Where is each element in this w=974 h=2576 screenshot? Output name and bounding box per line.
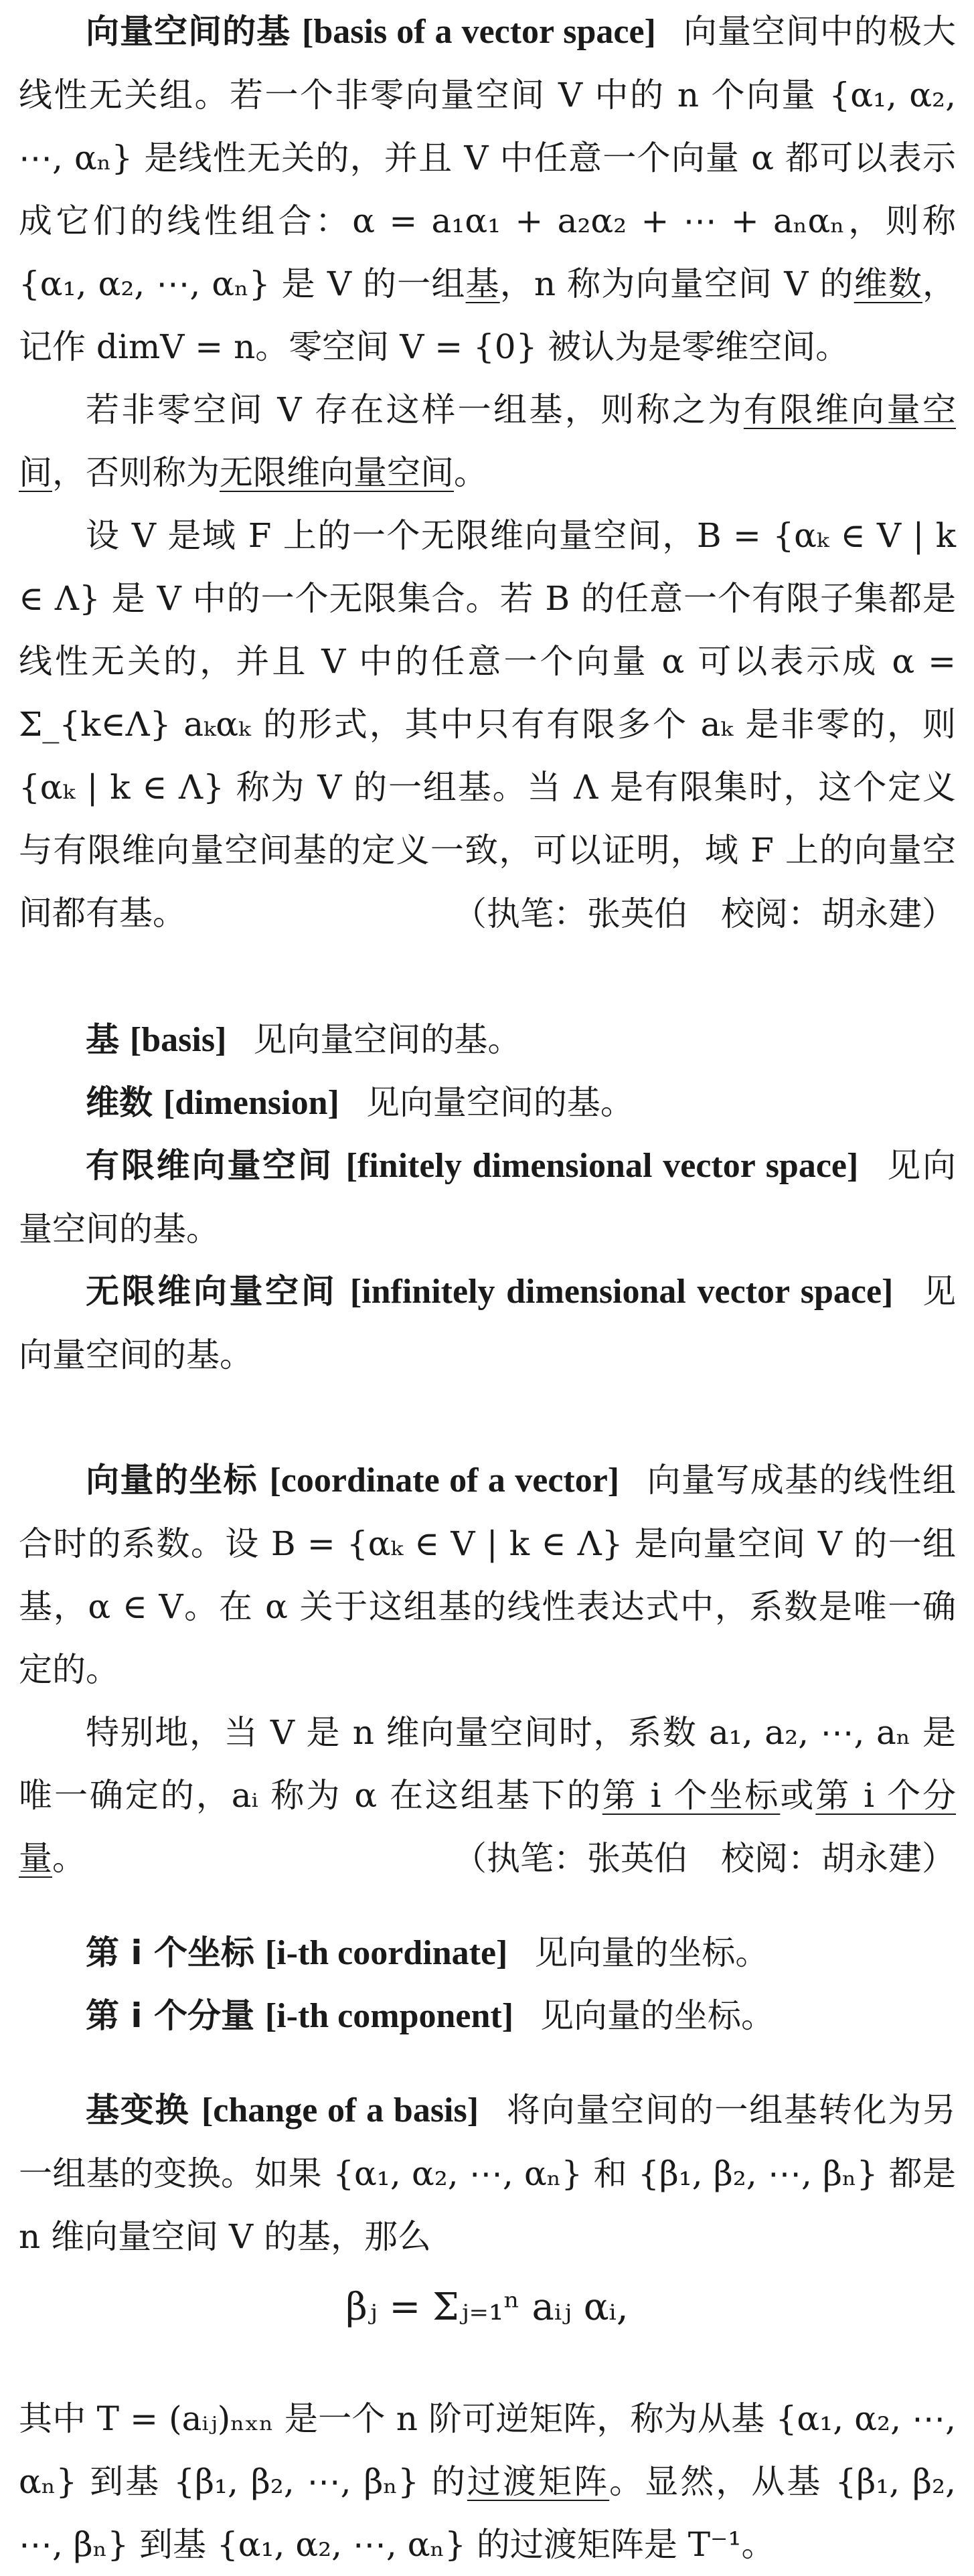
entry-coordinate-paragraph-1 <box>19 1449 956 1701</box>
term-infinite-dim-underlined: 无限维向量空间 <box>220 453 454 492</box>
entry-headword: 向量空间的基 <box>86 12 291 51</box>
crossref-text: 见向量的坐标。 <box>534 1933 769 1972</box>
entry-basis-paragraph-2 <box>19 378 956 504</box>
term-dimension-underlined: 维数 <box>854 264 923 303</box>
crossref-entry-coordinate <box>19 1921 956 1985</box>
entry-definition-text-3: ，记作 dimV = n。零空间 V = {0} 被认为是零维空间。 <box>19 264 957 366</box>
paragraph-text: 特别地，当 V 是 n 维向量空间时，系数 a₁, a₂, ⋯, aₙ 是唯一确定的，aᵢ 称为 α 在这组基下的 <box>19 1713 956 1815</box>
entry-english-term: [change of a basis] <box>201 2091 479 2129</box>
crossref-english-term: [finitely dimensional vector space] <box>345 1147 859 1185</box>
author-signature: （执笔：张英伯 校阅：胡永建） <box>453 1839 955 1878</box>
paragraph-text: 设 V 是域 F 上的一个无限维向量空间，B = {αₖ ∈ V | k ∈ Λ} 是 V 中的一个无限集合。若 B 的任意一个有限子集都是线性无关的，并且 V 中的任意一个向量 α 可以表示成 α = Σ_{k∈Λ} aₖαₖ 的形式，其中只有有限多个 aₖ 是非零的，则 {αₖ | k ∈ Λ} 称为 V 的一组基。当 Λ 是有限集时，这个定义与有限维向量空间基的定义一致，可以证明，域 F 上的向量空间都有基。 <box>19 516 956 933</box>
entry-english-term: [coordinate of a vector] <box>269 1461 620 1500</box>
term-coordinate-underlined: 第 i 个坐标 <box>602 1776 781 1815</box>
term-component-underlined: 第 i 个分量 <box>19 1776 956 1878</box>
term-transition-matrix-underlined: 过渡矩阵 <box>467 2462 610 2501</box>
crossref-headword: 有限维向量空间 <box>86 1146 333 1185</box>
crossref-english-term: [i-th coordinate] <box>264 1934 508 1972</box>
paragraph-text: 或 <box>780 1776 816 1815</box>
crossref-english-term: [dimension] <box>163 1084 339 1122</box>
crossref-english-term: [i-th component] <box>264 1997 514 2035</box>
crossref-entry-basis <box>19 1008 956 1072</box>
display-equation: βⱼ = Σⱼ₌₁ⁿ aᵢⱼ αᵢ, <box>345 2285 629 2329</box>
crossref-english-term: [infinitely dimensional vector space] <box>349 1273 894 1311</box>
crossref-headword: 维数 <box>86 1083 153 1122</box>
crossref-text: 见向量空间的基。 <box>19 1272 956 1374</box>
author-signature: （执笔：张英伯 校阅：胡永建） <box>453 894 955 933</box>
paragraph-text: 。 <box>454 453 487 492</box>
entry-definition-text-2: ，n 称为向量空间 V 的 <box>499 264 854 303</box>
crossref-entry-component <box>19 1984 956 2048</box>
entry-change-of-basis-paragraph-1 <box>19 2079 956 2268</box>
crossref-text: 见向量空间的基。 <box>253 1020 521 1059</box>
term-finite-dim-underlined: 有限维向量空间 <box>19 390 956 492</box>
crossref-entry-dimension <box>19 1071 956 1135</box>
paragraph-text: ，否则称为 <box>52 453 220 492</box>
paragraph-text: 。 <box>52 1839 86 1878</box>
entry-definition-text: 向量写成基的线性组合时的系数。设 B = {αₖ ∈ V | k ∈ Λ} 是向量空间 V 的一组基，α ∈ V。在 α 关于这组基的线性表达式中，系数是唯一确定的。 <box>19 1461 956 1689</box>
crossref-entry-infinite-dim <box>19 1260 956 1386</box>
entry-basis-paragraph-3 <box>19 504 956 945</box>
entry-headword: 基变换 <box>86 2091 190 2129</box>
crossref-headword: 基 <box>86 1020 119 1059</box>
crossref-headword: 第 i 个坐标 <box>86 1933 254 1972</box>
entry-change-of-basis-paragraph-2 <box>19 2387 956 2576</box>
entry-english-term: [basis of a vector space] <box>302 13 656 51</box>
paragraph-text: 若非零空间 V 存在这样一组基，则称之为 <box>86 390 744 429</box>
crossref-english-term: [basis] <box>129 1021 227 1059</box>
entry-definition-text: 将向量空间的一组基转化为另一组基的变换。如果 {α₁, α₂, ⋯, αₙ} 和 {β₁, β₂, ⋯, βₙ} 都是 n 维向量空间 V 的基，那么 <box>19 2091 957 2256</box>
entry-basis-paragraph-1 <box>19 0 956 378</box>
crossref-text: 见向量的坐标。 <box>540 1996 775 2035</box>
entry-definition-text: 向量空间中的极大线性无关组。若一个非零向量空间 V 中的 n 个向量 {α₁, α₂, ⋯, αₙ} 是线性无关的，并且 V 中任意一个向量 α 都可以表示成它们的线性组合：α = a₁α₁ + a₂α₂ + ⋯ + aₙαₙ，则称 {α₁, α₂, ⋯, αₙ} 是 V 的一组 <box>19 12 957 303</box>
entry-headword: 向量的坐标 <box>86 1461 258 1500</box>
crossref-text: 见向量空间的基。 <box>366 1083 634 1122</box>
term-basis-underlined: 基 <box>465 264 500 303</box>
paragraph-text: 。显然，从基 {β₁, β₂, ⋯, βₙ} 到基 {α₁, α₂, ⋯, αₙ} 的过渡矩阵是 T⁻¹。 <box>19 2462 956 2564</box>
crossref-entry-finite-dim <box>19 1134 956 1261</box>
paragraph-text: 其中 T = (aᵢⱼ)ₙₓₙ 是一个 n 阶可逆矩阵，称为从基 {α₁, α₂, ⋯, αₙ} 到基 {β₁, β₂, ⋯, βₙ} 的 <box>19 2399 956 2501</box>
crossref-text: 见向量空间的基。 <box>19 1146 957 1249</box>
crossref-headword: 无限维向量空间 <box>86 1272 337 1311</box>
crossref-headword: 第 i 个分量 <box>86 1996 254 2035</box>
